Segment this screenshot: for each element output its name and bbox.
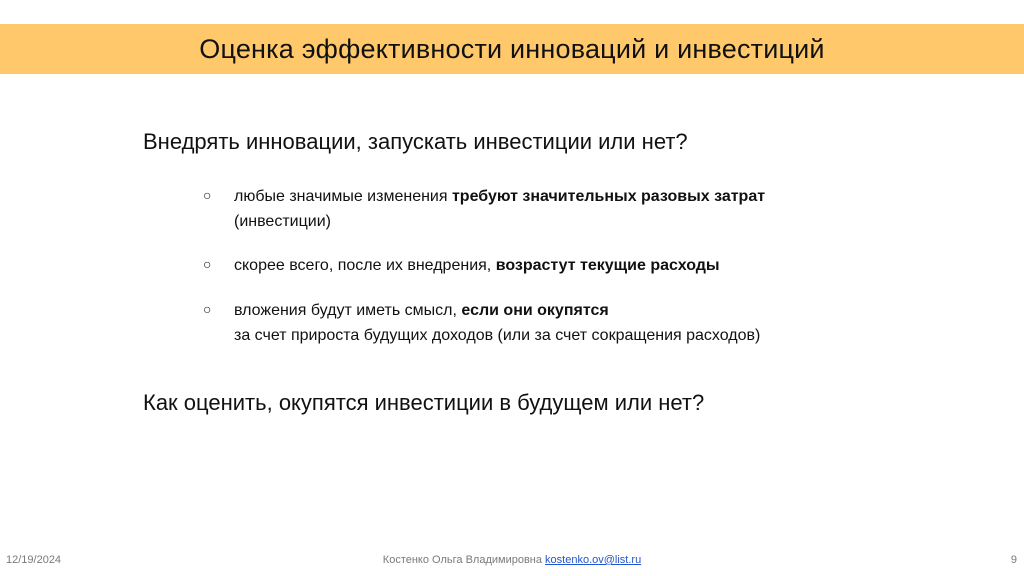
footer-author-name: Костенко Ольга Владимировна: [382, 554, 546, 566]
slide-title: Оценка эффективности инноваций и инвестиций: [199, 33, 825, 64]
footer-page-number: 9: [1010, 554, 1017, 566]
heading-question-2: Как оценить, окупятся инвестиции в будущем или нет?: [143, 390, 705, 415]
bullet-item-3: [203, 298, 760, 348]
bullet-item-1: [203, 184, 765, 234]
footer-author: [0, 554, 1024, 566]
heading-question-1: Внедрять инновации, запускать инвестиции или нет?: [143, 129, 688, 154]
bullet-text-line2: за счет прироста будущих доходов (или за счет сокращения расходов): [234, 327, 761, 344]
bullet-text: скорее всего, после их внедрения,: [234, 257, 496, 274]
title-bar: [0, 24, 1024, 74]
bullet-circle-icon: ○: [203, 187, 212, 203]
footer-email-link[interactable]: kostenko.ov@list.ru: [545, 554, 642, 566]
bullet-circle-icon: ○: [203, 301, 212, 317]
bullet-text-line2: (инвестиции): [234, 213, 331, 230]
bullet-text: вложения будут иметь смысл,: [234, 302, 462, 319]
bullet-text: любые значимые изменения: [234, 188, 452, 205]
bullet-item-2: [203, 253, 720, 278]
footer-date: 12/19/2024: [6, 554, 62, 566]
bullet-bold-text: если они окупятся: [461, 302, 609, 319]
bullet-bold-text: требуют значительных разовых затрат: [451, 188, 766, 205]
bullet-circle-icon: ○: [203, 256, 212, 272]
bullet-bold-text: возрастут текущие расходы: [495, 257, 720, 274]
